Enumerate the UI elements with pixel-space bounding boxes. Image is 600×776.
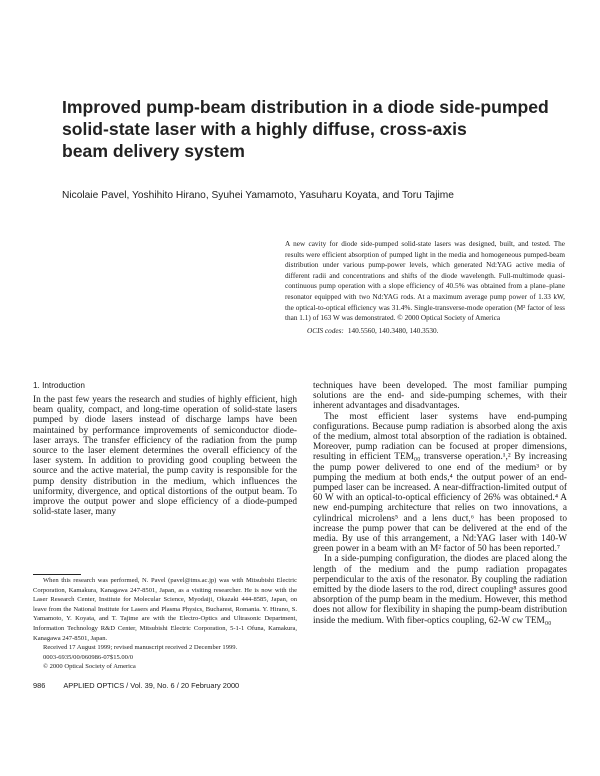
page-number: 986 bbox=[33, 680, 46, 690]
bottom-block bbox=[33, 574, 297, 691]
title-line: Improved pump-beam distribution in a diode side-pumped bbox=[62, 97, 549, 117]
journal-info: APPLIED OPTICS / Vol. 39, No. 6 / 20 February 2000 bbox=[63, 680, 240, 690]
title-line: beam delivery system bbox=[62, 141, 245, 161]
ocis-codes bbox=[307, 326, 565, 337]
footnote-affiliations: When this research was performed, N. Pavel (pavel@ims.ac.jp) was with Mitsubishi Electric Corporation, Kamakura, Kanagawa 247-8501, Japan, as a visiting researcher. He is now with the Laser Research Center, Institute for Molecular Science, Myodaiji, Okazaki 444-8585, Japan, on leave from the National Institute for Lasers and Plasma Physics, Bucharest, Romania. Y. Hirano, S. Yamamoto, Y. Koyata, and T. Tajime are with the Electro-Optics and Ultrasonic Department, Information Technology R&D Center, Mitsubishi Electric Corporation, 5-1-1 Ofuna, Kamakura, Kanagawa 247-8501, Japan. bbox=[33, 577, 297, 642]
abstract: A new cavity for diode side-pumped solid-state lasers was designed, built, and tested. The results were efficient absorption of pumped light in the media and homogeneous pumped-beam distribution under various pump-power levels, which generated Nd:YAG active media of different radii and concentrations and shifts of the diode wavelength. Full-multimode quasi-continuous pump operation with a slope efficiency of 40.5% was obtained from a plane–plane resonator equipped with two Nd:YAG rods. At a maximum average pump power of 1.33 kW, the optical-to-optical efficiency was 31.4%. Single-transverse-mode operation (M² factor of less than 1.1) of 163 W was demonstrated. © 2000 Optical Society of America bbox=[285, 240, 565, 323]
page-footer bbox=[33, 681, 297, 691]
paragraph: In the past few years the research and studies of highly efficient, high beam quality, compact, and long-time operation of solid-state lasers pumped by diode lasers instead of discharge lamps have been maintained by performance improvements of semiconductor diode-laser arrays. The transfer efficiency of the radiation from the pump source to the laser element determines the overall efficiency of the laser system. In addition to providing good coupling between the source and the active material, the pump cavity is responsible for the pump density distribution in the medium, which influences the uniformity, divergence, and optical distortions of the output beam. To improve the output power and slope efficiency of a diode-pumped solid-state laser, many bbox=[33, 395, 297, 518]
right-column bbox=[313, 381, 567, 626]
paragraph: In a side-pumping configuration, the diodes are placed along the length of the medium and the pump radiation propagates perpendicular to the axis of the resonator. By coupling the radiation emitted by the diode lasers to the rod, direct coupling⁸ assures good absorption of the pump beam in the medium. However, this method does not allow for flexibility in shaping the pump-beam distribution inside the medium. With fiber-optics coupling, 62-W cw TEM₀₀ bbox=[313, 554, 567, 626]
section-heading: 1. Introduction bbox=[33, 381, 85, 390]
authors: Nicolaie Pavel, Yoshihito Hirano, Syuhei Yamamoto, Yasuharu Koyata, and Toru Tajime bbox=[62, 190, 454, 201]
paragraph: techniques have been developed. The most familiar pumping solutions are the end- and side-pumping schemes, with their inherent advantages and disadvantages. bbox=[313, 381, 567, 412]
abstract-block bbox=[285, 239, 565, 336]
ocis-label: OCIS codes: bbox=[307, 326, 344, 335]
paper-title bbox=[62, 96, 572, 162]
footnote bbox=[33, 576, 297, 672]
footnote-divider bbox=[33, 574, 81, 575]
footnote-code: 0003-6935/00/060986-07$15.00/0 bbox=[43, 653, 134, 661]
paragraph: The most efficient laser systems have end-pumping configurations. Because pump radiation is absorbed along the axis of the medium, almost total absorption of the radiation is obtained. Moreover, pump radiation can be focused at proper dimensions, resulting in efficient TEM₀₀ transverse operation.¹,² By increasing the pump power delivered to one end of the medium³ or by pumping the medium at both ends,⁴ the output power of an end-pumped laser can be increased. A near-diffraction-limited output of 60 W with an optical-to-optical efficiency of 26% was obtained.⁴ A new end-pumping architecture that relies on two innovations, a cylindrical microlens⁵ and a lens duct,⁶ has been proposed to increase the pump power that can be delivered at the end of the media. By use of this arrangement, a Nd:YAG laser with 140-W green power in a beam with an M² factor of 50 has been reported.⁷ bbox=[313, 411, 567, 555]
footnote-copyright: © 2000 Optical Society of America bbox=[43, 663, 136, 671]
left-column bbox=[33, 395, 297, 517]
ocis-values: 140.5560, 140.3480, 140.3530. bbox=[347, 326, 439, 335]
footnote-received: Received 17 August 1999; revised manuscript received 2 December 1999. bbox=[43, 644, 238, 652]
title-line: solid-state laser with a highly diffuse, cross-axis bbox=[62, 119, 467, 139]
